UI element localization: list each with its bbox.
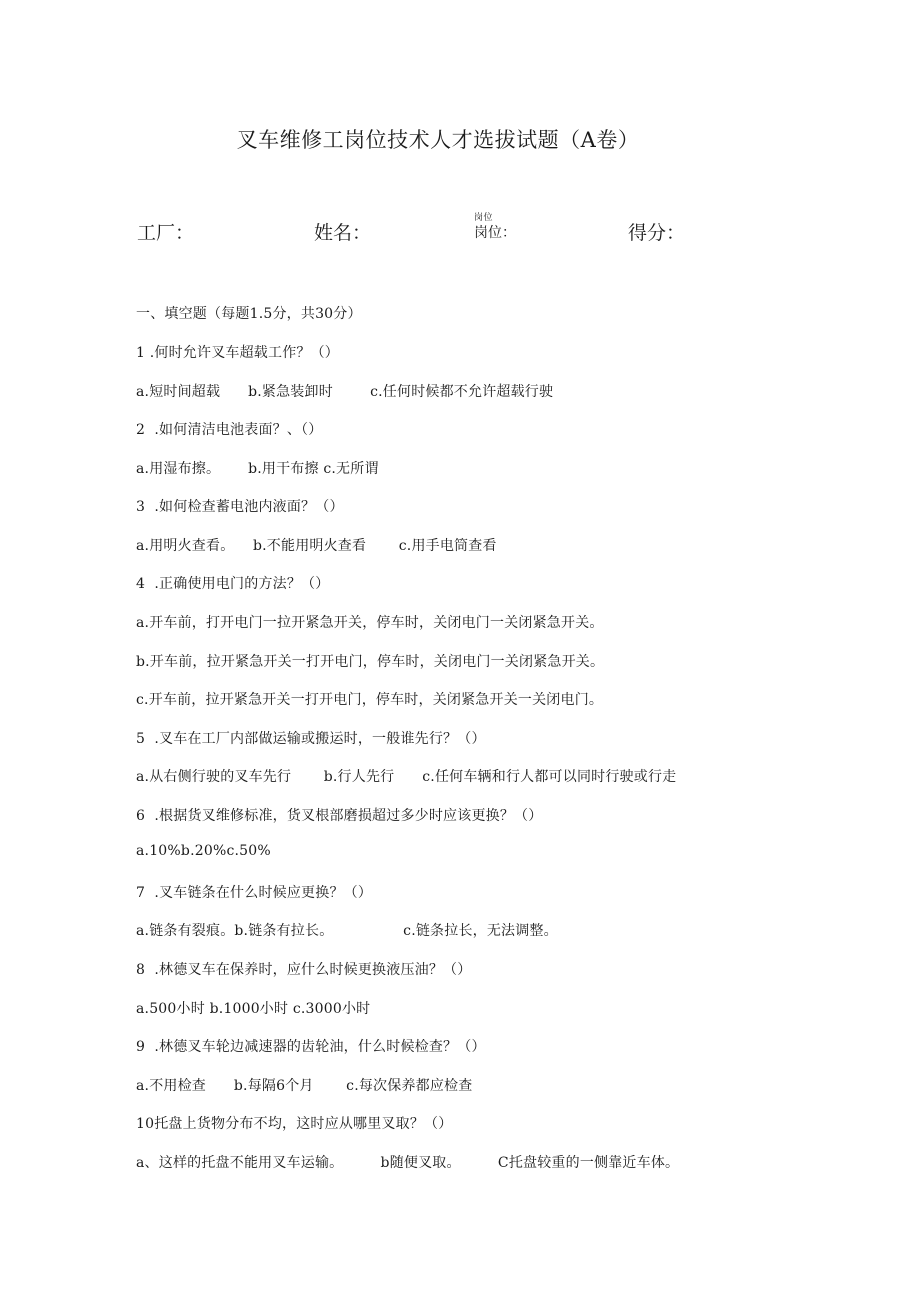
question-1: 1 .何时允许叉车超载工作？（） — [136, 345, 340, 361]
score-label: 得分： — [628, 222, 686, 244]
factory-label: 工厂： — [137, 222, 195, 244]
question-7: 7 .叉车链条在什么时候应更换？（） — [136, 885, 373, 901]
section-heading: 一、填空题（每题1.5分，共30分） — [136, 306, 362, 322]
name-label: 姓名： — [314, 222, 372, 244]
post-label: 岗位： — [474, 225, 516, 241]
option-4b: b.开车前，拉开紧急开关一打开电门，停车时，关闭电门一关闭紧急开关。 — [136, 654, 605, 670]
question-6: 6 .根据货叉维修标准，货叉根部磨损超过多少时应该更换？（） — [136, 808, 543, 824]
options-6: a.10%b.20%c.50% — [136, 843, 271, 859]
option-4a: a.开车前，打开电门一拉开紧急开关，停车时，关闭电门一关闭紧急开关。 — [136, 615, 604, 631]
question-5: 5 .叉车在工厂内部做运输或搬运时，一般谁先行？（） — [136, 731, 486, 747]
question-2: 2 .如何清洁电池表面？、（） — [136, 422, 323, 438]
question-10: 10托盘上货物分布不均，这时应从哪里叉取？（） — [136, 1116, 453, 1132]
options-2: a.用湿布擦。 b.用干布擦 c.无所谓 — [136, 461, 379, 477]
options-3: a.用明火查看。 b.不能用明火查看 c.用手电筒查看 — [136, 538, 497, 554]
options-10: a、这样的托盘不能用叉车运输。 b随便叉取。 C托盘较重的一侧靠近车体。 — [136, 1155, 680, 1171]
post-small-label: 岗位 — [474, 213, 494, 223]
options-8: a.500小时 b.1000小时 c.3000小时 — [136, 1001, 371, 1017]
question-9: 9 .林德叉车轮边减速器的齿轮油，什么时候检查？（） — [136, 1039, 486, 1055]
option-4c: c.开车前，拉开紧急开关一打开电门，停车时，关闭紧急开关一关闭电门。 — [136, 692, 604, 708]
options-7: a.链条有裂痕。b.链条有拉长。 c.链条拉长，无法调整。 — [136, 923, 558, 939]
question-3: 3 .如何检查蓄电池内液面？（） — [136, 499, 344, 515]
question-4: 4 .正确使用电门的方法？（） — [136, 576, 330, 592]
options-5: a.从右侧行驶的叉车先行 b.行人先行 c.任何车辆和行人都可以同时行驶或行走 — [136, 769, 677, 785]
question-8: 8 .林德叉车在保养时，应什么时候更换液压油？（） — [136, 962, 472, 978]
options-9: a.不用检查 b.每隔6个月 c.每次保养都应检查 — [136, 1078, 473, 1094]
exam-info-row — [0, 214, 920, 250]
options-1: a.短时间超载 b.紧急装卸时 c.任何时候都不允许超载行驶 — [136, 384, 554, 400]
page-title: 叉车维修工岗位技术人才选拔试题（A卷） — [236, 128, 640, 152]
